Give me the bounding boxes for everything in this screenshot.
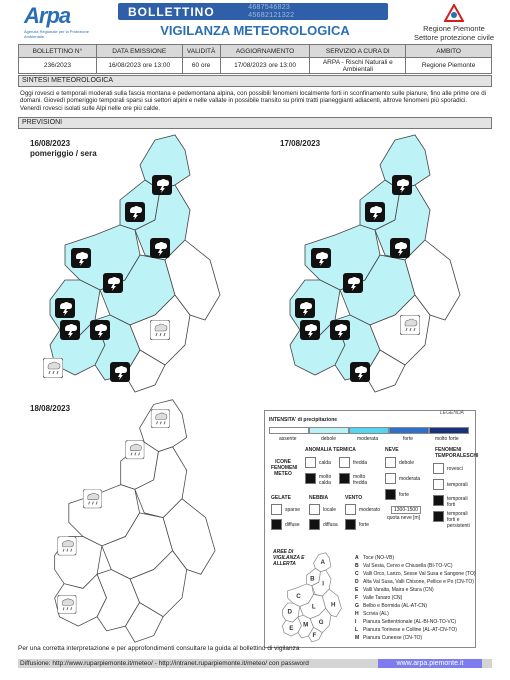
svg-text:F: F: [312, 632, 317, 640]
swatch-assente: [269, 427, 309, 434]
intensity-label: moderata: [357, 436, 379, 442]
anomalia-title: ANOMALIA TERMICA: [305, 447, 356, 453]
gelate-title: GELATE: [271, 495, 291, 501]
bollettino-banner: [118, 3, 388, 20]
area-name: Toce (NO-VB): [363, 555, 395, 561]
thunderstorm-persistent-icon: [433, 511, 444, 522]
gelate-item: diffuse: [285, 522, 300, 528]
temporali-title: FENOMENI TEMPORALESCHI: [435, 447, 479, 459]
area-code: A: [355, 555, 359, 561]
nebbia-item: diffusa: [323, 522, 338, 528]
page-title: VIGILANZA METEOROLOGICA: [160, 23, 350, 38]
area-code: L: [355, 627, 359, 633]
area-code: C: [355, 571, 359, 577]
info-value-row: [19, 58, 492, 74]
anomalia-item: molto calda: [319, 474, 332, 486]
area-name: Alta Val Susa, Valli Chisone, Pellice e Po (CN-TO): [363, 579, 474, 585]
area-name: Val Sesia, Cervo e Chiusella (BI-TO-VC): [363, 563, 453, 569]
arpa-logo-subtitle: Agenzia Regionale per la Protezione Ambientale: [24, 29, 89, 39]
legend-panel: [264, 410, 479, 648]
thermometer-hot-icon: [305, 457, 316, 468]
snow-moderate-icon: [385, 473, 396, 484]
thunderstorm-icon: [433, 479, 444, 490]
frost-sparse-icon: [271, 504, 282, 515]
snow-heavy-icon: [385, 489, 396, 500]
col-header: AGGIORNAMENTO: [220, 45, 310, 58]
area-code: B: [355, 563, 359, 569]
area-list-item: [355, 635, 475, 641]
banner-digits: 4687546823 45682121322: [248, 4, 295, 20]
fog-local-icon: [309, 504, 320, 515]
scope: Regione Piemonte: [406, 58, 492, 74]
neve-quota-label: quota neve [m]: [387, 515, 421, 521]
temporali-item: temporali forti: [447, 496, 468, 508]
temporali-item: temporali: [447, 482, 468, 488]
neve-item: forte: [399, 492, 410, 498]
thunderstorm-strong-icon: [433, 495, 444, 506]
col-header: VALIDITÀ: [182, 45, 220, 58]
map3-date: 18/08/2023: [30, 404, 71, 413]
anomalia-item: molto fredda: [353, 474, 368, 486]
sintesi-text: Oggi rovesci e temporali moderati sulla fascia montana e pedemontana alpina, con possibili fenomeni localmente forti in sconfinamento sulle pianure, fino alle prime ore di domani. Giovedì pomeriggio temporali sparsi sui settori alpini e nelle vallate in possibile transito su primi tratti pianeggianti adiacenti, altrove fenomeni più sporadici. Venerdì rovesci isolati sulle Alpi nelle ore più calde.: [20, 90, 487, 112]
col-header: SERVIZIO A CURA DI: [310, 45, 406, 58]
service-provider: ARPA - Rischi Naturali e Ambientali: [310, 58, 406, 74]
svg-text:L: L: [311, 603, 316, 611]
info-header-row: [19, 45, 492, 58]
anomalia-item: fredda: [353, 460, 368, 466]
swatch-moderata: [349, 427, 389, 434]
area-code: H: [355, 611, 359, 617]
svg-text:I: I: [322, 580, 325, 588]
validity: 60 ore: [182, 58, 220, 74]
neve-item: debole: [399, 460, 415, 466]
shower-icon: [433, 463, 444, 474]
area-list-item: [355, 579, 475, 585]
svg-text:H: H: [330, 601, 336, 609]
region-name: Regione Piemonte: [423, 24, 485, 33]
svg-text:B: B: [310, 575, 315, 583]
frost-diffuse-icon: [271, 519, 282, 530]
area-list-item: [355, 627, 475, 633]
intensity-label: forte: [403, 436, 414, 442]
map1-date: 16/08/2023: [30, 139, 71, 148]
neve-item: moderata: [399, 476, 421, 482]
area-list-item: [355, 555, 475, 561]
vento-item: forte: [359, 522, 370, 528]
map-17-08: [265, 130, 480, 395]
neve-quota: 1300-1500: [391, 506, 421, 514]
svg-text:C: C: [296, 592, 301, 600]
temporali-item: temporali forti e persistenti: [447, 511, 470, 529]
thermometer-cold-icon: [339, 457, 350, 468]
area-name: Valli Varaita, Maira e Stura (CN): [363, 587, 434, 593]
area-list-item: [355, 611, 475, 617]
area-code: D: [355, 579, 359, 585]
area-list-item: [355, 571, 475, 577]
swatch-forte: [389, 427, 429, 434]
vento-item: moderato: [359, 507, 381, 513]
banner-title: BOLLETTINO: [128, 5, 215, 19]
area-code: M: [355, 635, 360, 641]
icons-title: ICONE FENOMENI METEO: [271, 459, 298, 477]
area-name: Pianura Torinese e Colline (AL-AT-CN-TO): [363, 627, 457, 633]
area-list-item: [355, 563, 475, 569]
region-dept: Settore protezione civile: [413, 33, 495, 42]
footer-note: Per una corretta interpretazione e per approfondimenti consultare la guida al bollettino di vigilanza: [18, 645, 300, 652]
map-18-08: [25, 395, 240, 645]
emission-date: 16/08/2023 ore 13:00: [96, 58, 182, 74]
area-name: Valli Orco, Lanzo, Sesse Val Susa e Sangone (TO): [363, 571, 476, 577]
svg-text:G: G: [318, 618, 324, 626]
svg-text:E: E: [289, 625, 294, 633]
area-list-item: [355, 587, 475, 593]
legend-title: LEGENDA: [440, 410, 464, 416]
col-header: DATA EMISSIONE: [96, 45, 182, 58]
bulletin-number: 236/2023: [19, 58, 97, 74]
nebbia-item: locale: [323, 507, 337, 513]
intensity-label: debole: [321, 436, 337, 442]
intensity-title: INTENSITA' di precipitazione: [269, 417, 338, 423]
wind-strong-icon: [345, 519, 356, 530]
swatch-molto-forte: [429, 427, 469, 434]
area-code: I: [355, 619, 357, 625]
footer-website-link[interactable]: www.arpa.piemonte.it: [378, 659, 482, 668]
area-code: G: [355, 603, 359, 609]
update-date: 17/08/2023 ore 13:00: [220, 58, 310, 74]
area-name: Belbo e Bormida (AL-AT-CN): [363, 603, 428, 609]
area-code: E: [355, 587, 359, 593]
region-label: [400, 24, 508, 42]
neve-title: NEVE: [385, 447, 399, 453]
area-name: Pianura Settentrionale (AL-BI-NO-TO-VC): [363, 619, 456, 625]
area-list-item: [355, 595, 475, 601]
previsioni-header: PREVISIONI: [18, 117, 492, 129]
map2-date: 17/08/2023: [280, 139, 321, 148]
bulletin-info-table: [18, 44, 492, 74]
snow-light-icon: [385, 457, 396, 468]
areas-mini-map: [271, 551, 351, 643]
aree-title: AREE DI VIGILANZA E ALLERTA: [273, 549, 305, 567]
nebbia-title: NEBBIA: [309, 495, 329, 501]
intensity-label: assente: [279, 436, 297, 442]
area-name: Valle Tanaro (CN): [363, 595, 403, 601]
thermometer-very-cold-icon: [339, 473, 350, 484]
wind-moderate-icon: [345, 504, 356, 515]
intensity-label: molto forte: [435, 436, 459, 442]
area-name: Pianura Cuneese (CN-TO): [363, 635, 423, 641]
arpa-logo: Arpa: [24, 3, 71, 28]
area-list-item: [355, 619, 475, 625]
temporali-item: rovesci: [447, 466, 463, 472]
anomalia-item: calda: [319, 460, 331, 466]
swatch-debole: [309, 427, 349, 434]
region-piemonte-logo-icon: [444, 4, 464, 22]
gelate-item: sparse: [285, 507, 301, 513]
area-name: Scrivia (AL): [363, 611, 389, 617]
area-list-item: [355, 603, 475, 609]
svg-text:A: A: [320, 559, 326, 567]
header: [0, 0, 510, 44]
map-16-08: [25, 130, 240, 395]
footer-diffusion: Diffusione: http://www.ruparpiemonte.it/meteo/ - http://intranet.ruparpiemonte.it/meteo/ con password: [18, 659, 492, 668]
sintesi-header: SINTESI METEOROLOGICA: [18, 75, 492, 87]
svg-text:D: D: [287, 608, 293, 616]
map1-period: pomeriggio / sera: [30, 149, 97, 158]
col-header: BOLLETTINO N°: [19, 45, 97, 58]
col-header: AMBITO: [406, 45, 492, 58]
vento-title: VENTO: [345, 495, 363, 501]
thermometer-very-hot-icon: [305, 473, 316, 484]
svg-text:M: M: [303, 621, 309, 629]
fog-diffuse-icon: [309, 519, 320, 530]
area-code: F: [355, 595, 359, 601]
